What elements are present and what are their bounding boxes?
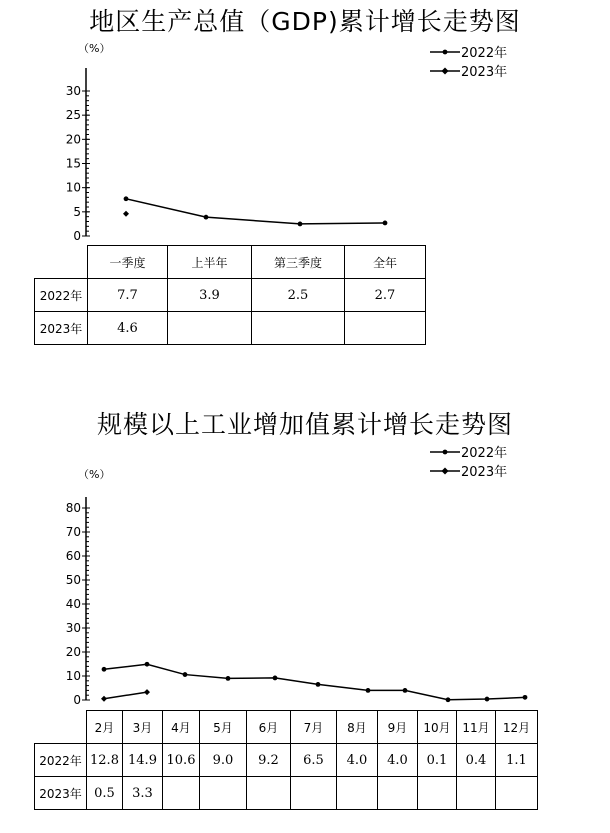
industry-data-cell — [200, 777, 247, 810]
industry-data-cell: 0.1 — [418, 744, 457, 777]
industry-y-tick-label: 30 — [65, 621, 81, 635]
industry-y-tick-label: 80 — [65, 501, 81, 515]
industry-series-1-line — [104, 692, 147, 699]
gdp-category-label: 上半年 — [168, 246, 252, 279]
industry-data-cell: 9.2 — [247, 744, 291, 777]
industry-category-label: 3月 — [123, 711, 163, 744]
industry-legend-label-1: 2023年 — [461, 465, 508, 480]
industry-data-cell — [457, 777, 496, 810]
industry-series-0-point — [446, 697, 451, 702]
industry-y-tick-label: 70 — [65, 525, 81, 539]
industry-legend-marker-0 — [443, 450, 448, 455]
industry-series-0-point — [226, 676, 231, 681]
gdp-data-cell: 2.5 — [252, 279, 345, 312]
gdp-series-name: 2022年 — [35, 279, 88, 312]
gdp-unit-label: （%） — [78, 42, 111, 55]
gdp-y-tick-label: 20 — [65, 132, 81, 147]
industry-data-cell: 6.5 — [291, 744, 337, 777]
industry-data-cell: 1.1 — [496, 744, 538, 777]
industry-y-tick-label: 10 — [65, 669, 81, 683]
gdp-legend-label-0: 2022年 — [461, 46, 508, 61]
gdp-category-label: 第三季度 — [252, 246, 345, 279]
industry-data-cell — [163, 777, 200, 810]
industry-series-0-point — [145, 662, 150, 667]
industry-series-name: 2022年 — [35, 744, 87, 777]
industry-data-cell — [496, 777, 538, 810]
industry-series-0-point — [102, 667, 107, 672]
gdp-y-tick-label: 25 — [65, 108, 81, 123]
industry-category-label: 7月 — [291, 711, 337, 744]
industry-series-name: 2023年 — [35, 777, 87, 810]
industry-table-row — [35, 777, 538, 810]
industry-series-0-point — [403, 688, 408, 693]
industry-y-tick-label: 20 — [65, 645, 81, 659]
industry-data-cell — [247, 777, 291, 810]
industry-data-cell: 12.8 — [87, 744, 123, 777]
industry-y-tick-label: 0 — [73, 693, 81, 707]
industry-y-tick-label: 60 — [65, 549, 81, 563]
industry-category-label: 6月 — [247, 711, 291, 744]
industry-data-cell: 14.9 — [123, 744, 163, 777]
industry-data-cell: 3.3 — [123, 777, 163, 810]
gdp-y-tick-label: 0 — [73, 229, 81, 243]
industry-series-0-point — [316, 682, 321, 687]
industry-data-cell: 4.0 — [378, 744, 418, 777]
industry-data-cell: 9.0 — [200, 744, 247, 777]
industry-y-tick-label: 50 — [65, 573, 81, 587]
gdp-data-cell: 4.6 — [88, 312, 168, 345]
gdp-chart-title: 地区生产总值（GDP)累计增长走势图 — [89, 7, 521, 36]
industry-category-label: 4月 — [163, 711, 200, 744]
gdp-y-tick-label: 15 — [65, 156, 81, 171]
industry-legend-label-0: 2022年 — [461, 446, 508, 461]
industry-series-0-point — [485, 697, 490, 702]
industry-table-row — [35, 744, 538, 777]
gdp-category-label: 全年 — [345, 246, 426, 279]
industry-category-label: 2月 — [87, 711, 123, 744]
industry-series-0-point — [183, 672, 188, 677]
industry-category-label: 10月 — [418, 711, 457, 744]
gdp-y-tick-label: 5 — [73, 204, 81, 219]
industry-data-cell: 0.5 — [87, 777, 123, 810]
industry-unit-label: （%） — [78, 468, 111, 481]
industry-chart-title: 规模以上工业增加值累计增长走势图 — [96, 410, 513, 439]
industry-data-cell: 0.4 — [457, 744, 496, 777]
industry-series-0-point — [523, 695, 528, 700]
gdp-data-cell: 3.9 — [168, 279, 252, 312]
industry-data-cell: 10.6 — [163, 744, 200, 777]
industry-legend-marker-1 — [442, 468, 449, 475]
industry-data-cell — [378, 777, 418, 810]
gdp-y-tick-label: 10 — [65, 180, 81, 195]
industry-data-table — [34, 710, 538, 810]
industry-series-1-point — [101, 696, 107, 702]
industry-category-label: 9月 — [378, 711, 418, 744]
industry-data-cell: 4.0 — [337, 744, 378, 777]
industry-category-label: 8月 — [337, 711, 378, 744]
industry-series-0-line — [104, 664, 525, 700]
industry-data-cell — [418, 777, 457, 810]
gdp-series-name: 2023年 — [35, 312, 88, 345]
industry-data-cell — [291, 777, 337, 810]
industry-series-1-point — [144, 689, 150, 695]
industry-data-cell — [337, 777, 378, 810]
industry-table-corner — [35, 711, 87, 744]
industry-y-tick-label: 40 — [65, 597, 81, 611]
gdp-category-label: 一季度 — [88, 246, 168, 279]
gdp-legend-label-1: 2023年 — [461, 65, 508, 80]
industry-category-label: 11月 — [457, 711, 496, 744]
industry-category-label: 12月 — [496, 711, 538, 744]
gdp-data-cell: 7.7 — [88, 279, 168, 312]
industry-series-0-point — [366, 688, 371, 693]
industry-series-0-point — [273, 676, 278, 681]
gdp-y-tick-label: 30 — [65, 84, 81, 98]
industry-category-label: 5月 — [200, 711, 247, 744]
gdp-data-cell: 2.7 — [345, 279, 426, 312]
